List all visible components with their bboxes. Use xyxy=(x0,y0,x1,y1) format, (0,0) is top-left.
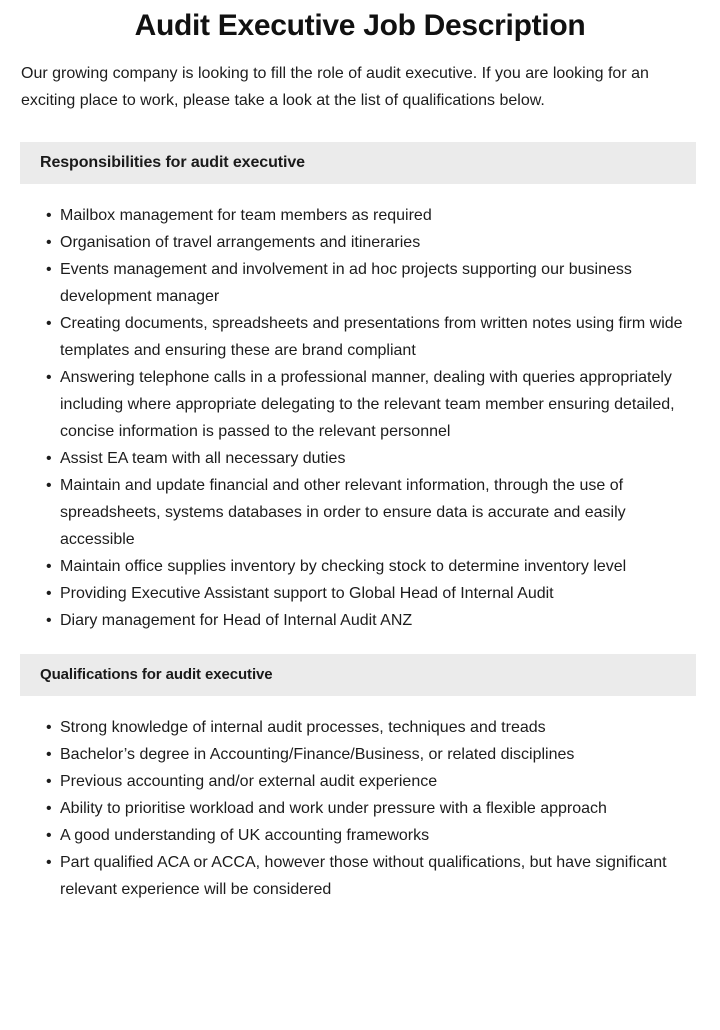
list-item: • Answering telephone calls in a professional manner, dealing with queries appropriately including where appropriate delegating to the relevant team member ensuring detailed, concise information is passed to the relevant personnel xyxy=(46,364,696,445)
qualifications-list xyxy=(0,696,720,903)
list-item: • A good understanding of UK accounting frameworks xyxy=(46,822,696,849)
list-item: • Strong knowledge of internal audit processes, techniques and treads xyxy=(46,714,696,741)
section-header-qualifications xyxy=(20,654,696,696)
list-item: • Assist EA team with all necessary duties xyxy=(46,445,696,472)
section-heading-label: Qualifications for audit executive xyxy=(40,666,273,683)
page-bottom-spacer xyxy=(0,903,720,921)
list-item: • Providing Executive Assistant support to Global Head of Internal Audit xyxy=(46,580,696,607)
list-item: • Previous accounting and/or external audit experience xyxy=(46,768,696,795)
section-heading-label: Responsibilities for audit executive xyxy=(40,154,305,171)
list-item: • Bachelor’s degree in Accounting/Finance/Business, or related disciplines xyxy=(46,741,696,768)
section-header-responsibilities xyxy=(20,142,696,184)
list-item: • Diary management for Head of Internal Audit ANZ xyxy=(46,607,696,634)
list-item: • Mailbox management for team members as required xyxy=(46,202,696,229)
list-item: • Organisation of travel arrangements and itineraries xyxy=(46,229,696,256)
list-item: • Creating documents, spreadsheets and presentations from written notes using firm wide templates and ensuring these are brand compliant xyxy=(46,310,696,364)
list-item: • Ability to prioritise workload and work under pressure with a flexible approach xyxy=(46,795,696,822)
page-title: Audit Executive Job Description xyxy=(134,9,586,42)
section-qualifications xyxy=(0,654,720,903)
list-item: • Maintain and update financial and other relevant information, through the use of spreadsheets, systems databases in order to ensure data is accurate and easily accessible xyxy=(46,472,696,553)
intro-paragraph: Our growing company is looking to fill the role of audit executive. If you are looking for an exciting place to work, please take a look at the list of qualifications below. xyxy=(21,65,649,109)
responsibilities-list xyxy=(0,184,720,634)
section-responsibilities xyxy=(0,142,720,634)
list-item: • Part qualified ACA or ACCA, however those without qualifications, but have significant relevant experience will be considered xyxy=(46,849,696,903)
list-item: • Maintain office supplies inventory by checking stock to determine inventory level xyxy=(46,553,696,580)
list-item: • Events management and involvement in ad hoc projects supporting our business development manager xyxy=(46,256,696,310)
